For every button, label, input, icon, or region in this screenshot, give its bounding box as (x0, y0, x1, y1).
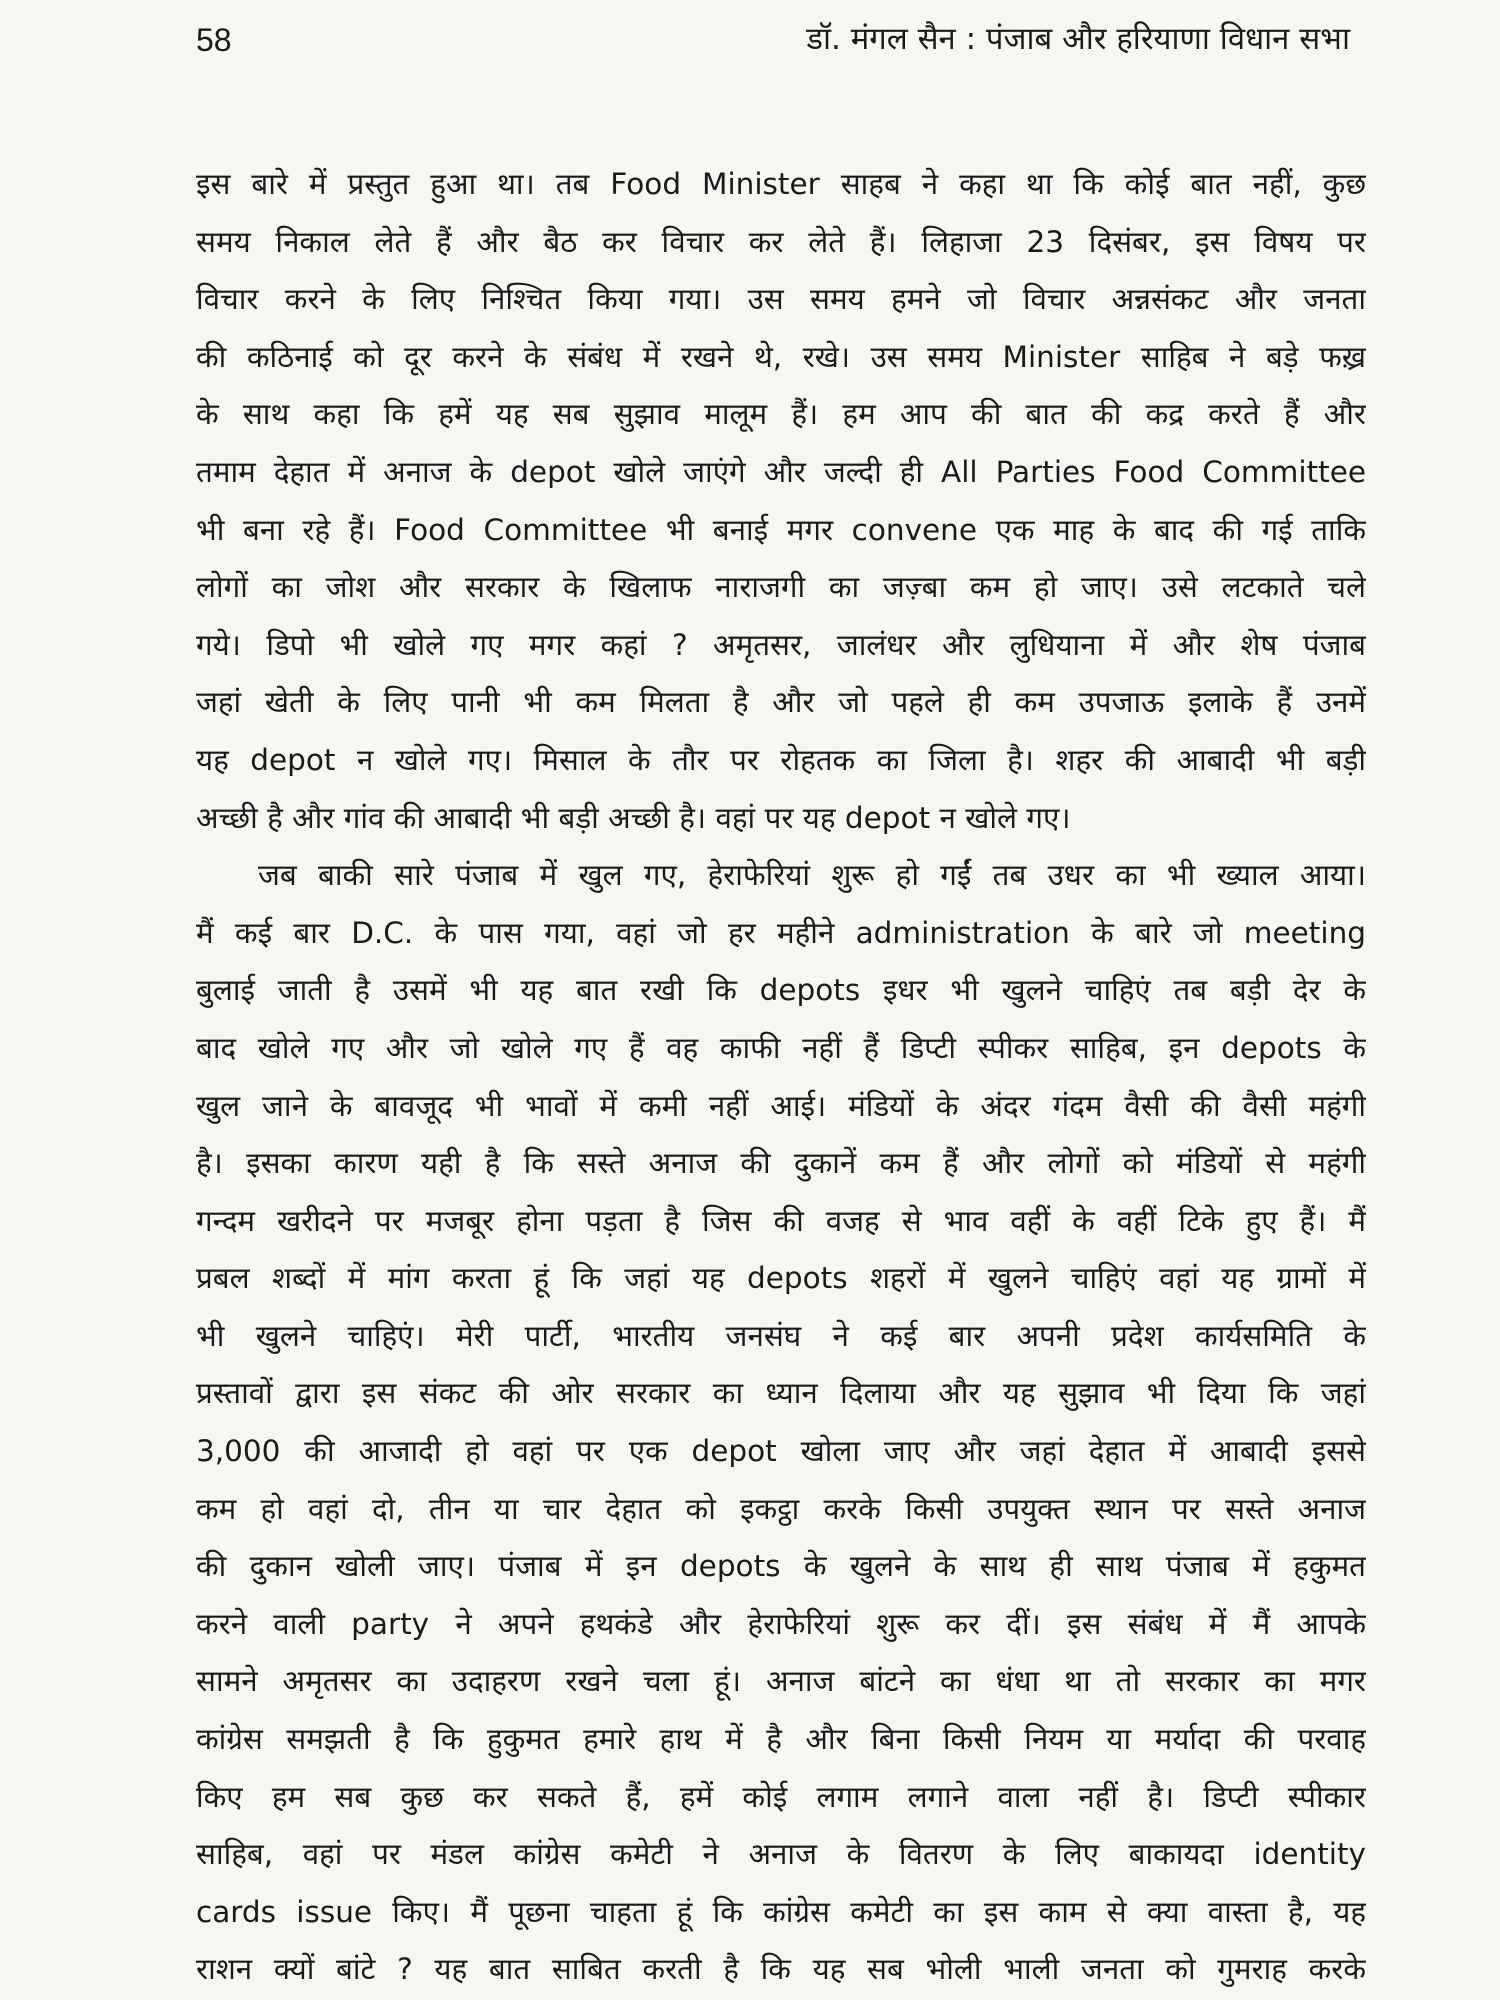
text-line: साहिब, वहां पर मंडल कांग्रेस कमेटी ने अनाज के वितरण के लिए बाकायदा identity (196, 1837, 1366, 1872)
text-line: किए हम सब कुछ कर सकते हैं, हमें कोई लगाम लगाने वाला नहीं है। डिप्टी स्पीकार (196, 1779, 1366, 1814)
text-line: विचार करने के लिए निश्चित किया गया। उस समय हमने जो विचार अन्नसंकट और जनता (196, 282, 1366, 317)
text-line: अच्छी है और गांव की आबादी भी बड़ी अच्छी है। वहां पर यह depot न खोले गए। (196, 800, 1071, 835)
text-line: गये। डिपो भी खोले गए मगर कहां ? अमृतसर, जालंधर और लुधियाना में और शेष पंजाब (196, 627, 1366, 662)
text-line: cards issue किए। मैं पूछना चाहता हूं कि कांग्रेस कमेटी का इस काम से क्या वास्ता है, यह (196, 1894, 1366, 1929)
text-line: कम हो वहां दो, तीन या चार देहात को इकट्ठा करके किसी उपयुक्त स्थान पर सस्ते अनाज (196, 1491, 1366, 1526)
text-line: बाद खोले गए और जो खोले गए हैं वह काफी नहीं हैं डिप्टी स्पीकर साहिब, इन depots के (196, 1030, 1366, 1065)
text-line: जहां खेती के लिए पानी भी कम मिलता है और जो पहले ही कम उपजाऊ इलाके हैं उनमें (196, 685, 1366, 720)
text-line: 3,000 की आजादी हो वहां पर एक depot खोला जाए और जहां देहात में आबादी इससे (196, 1434, 1366, 1469)
text-line: खुल जाने के बावजूद भी भावों में कमी नहीं आई। मंडियों के अंदर गंदम वैसी की वैसी महंगी (196, 1088, 1366, 1123)
text-line: कांग्रेस समझती है कि हुकुमत हमारे हाथ में है और बिना किसी नियम या मर्यादा की परवाह (196, 1722, 1366, 1757)
text-line: गन्दम खरीदने पर मजबूर होना पड़ता है जिस की वजह से भाव वहीं के वहीं टिके हुए हैं। मैं (196, 1203, 1366, 1238)
page-number: 58 (196, 22, 232, 58)
text-line: जब बाकी सारे पंजाब में खुल गए, हेराफेरियां शुरू हो गईं तब उधर का भी ख्याल आया। (258, 858, 1366, 893)
text-line: यह depot न खोले गए। मिसाल के तौर पर रोहतक का जिला है। शहर की आबादी भी बड़ी (196, 742, 1366, 777)
text-line: है। इसका कारण यही है कि सस्ते अनाज की दुकानें कम हैं और लोगों को मंडियों से महंगी (196, 1146, 1366, 1181)
text-line: की दुकान खोली जाए। पंजाब में इन depots के खुलने के साथ ही साथ पंजाब में हकुमत (196, 1549, 1366, 1584)
body-text (196, 156, 1366, 1999)
text-line: बुलाई जाती है उसमें भी यह बात रखी कि depots इधर भी खुलने चाहिएं तब बड़ी देर के (196, 973, 1366, 1008)
text-line: के साथ कहा कि हमें यह सब सुझाव मालूम हैं। हम आप की बात की कद्र करते हैं और (196, 397, 1366, 432)
text-line: प्रबल शब्दों में मांग करता हूं कि जहां यह depots शहरों में खुलने चाहिएं वहां यह ग्रामों में (196, 1261, 1366, 1296)
paragraph (196, 156, 1366, 847)
text-line: मैं कई बार D.C. के पास गया, वहां जो हर महीने administration के बारे जो meeting (196, 915, 1366, 950)
text-line: भी खुलने चाहिएं। मेरी पार्टी, भारतीय जनसंघ ने कई बार अपनी प्रदेश कार्यसमिति के (196, 1318, 1366, 1353)
text-line: भी बना रहे हैं। Food Committee भी बनाई मगर convene एक माह के बाद की गई ताकि (196, 512, 1366, 547)
text-line: राशन क्यों बांटे ? यह बात साबित करती है कि यह सब भोली भाली जनता को गुमराह करके (196, 1952, 1366, 1987)
running-header: डॉ. मंगल सैन : पंजाब और हरियाणा विधान सभा (806, 21, 1350, 57)
text-line: प्रस्तावों द्वारा इस संकट की ओर सरकार का ध्यान दिलाया और यह सुझाव भी दिया कि जहां (196, 1376, 1366, 1411)
text-line: तमाम देहात में अनाज के depot खोले जाएंगे और जल्दी ही All Parties Food Committee (196, 454, 1366, 489)
text-line: लोगों का जोश और सरकार के खिलाफ नाराजगी का जज़्बा कम हो जाए। उसे लटकाते चले (196, 570, 1366, 605)
text-line: इस बारे में प्रस्तुत हुआ था। तब Food Minister साहब ने कहा था कि कोई बात नहीं, कुछ (196, 167, 1366, 201)
paragraph (196, 847, 1366, 1999)
text-line: समय निकाल लेते हैं और बैठ कर विचार कर लेते हैं। लिहाजा 23 दिसंबर, इस विषय पर (196, 224, 1366, 259)
text-line: करने वाली party ने अपने हथकंडे और हेराफेरियां शुरू कर दीं। इस संबंध में मैं आपके (196, 1606, 1366, 1641)
text-line: की कठिनाई को दूर करने के संबंध में रखने थे, रखे। उस समय Minister साहिब ने बड़े फख़्र (196, 339, 1366, 374)
text-line: सामने अमृतसर का उदाहरण रखने चला हूं। अनाज बांटने का धंधा था तो सरकार का मगर (196, 1664, 1366, 1699)
